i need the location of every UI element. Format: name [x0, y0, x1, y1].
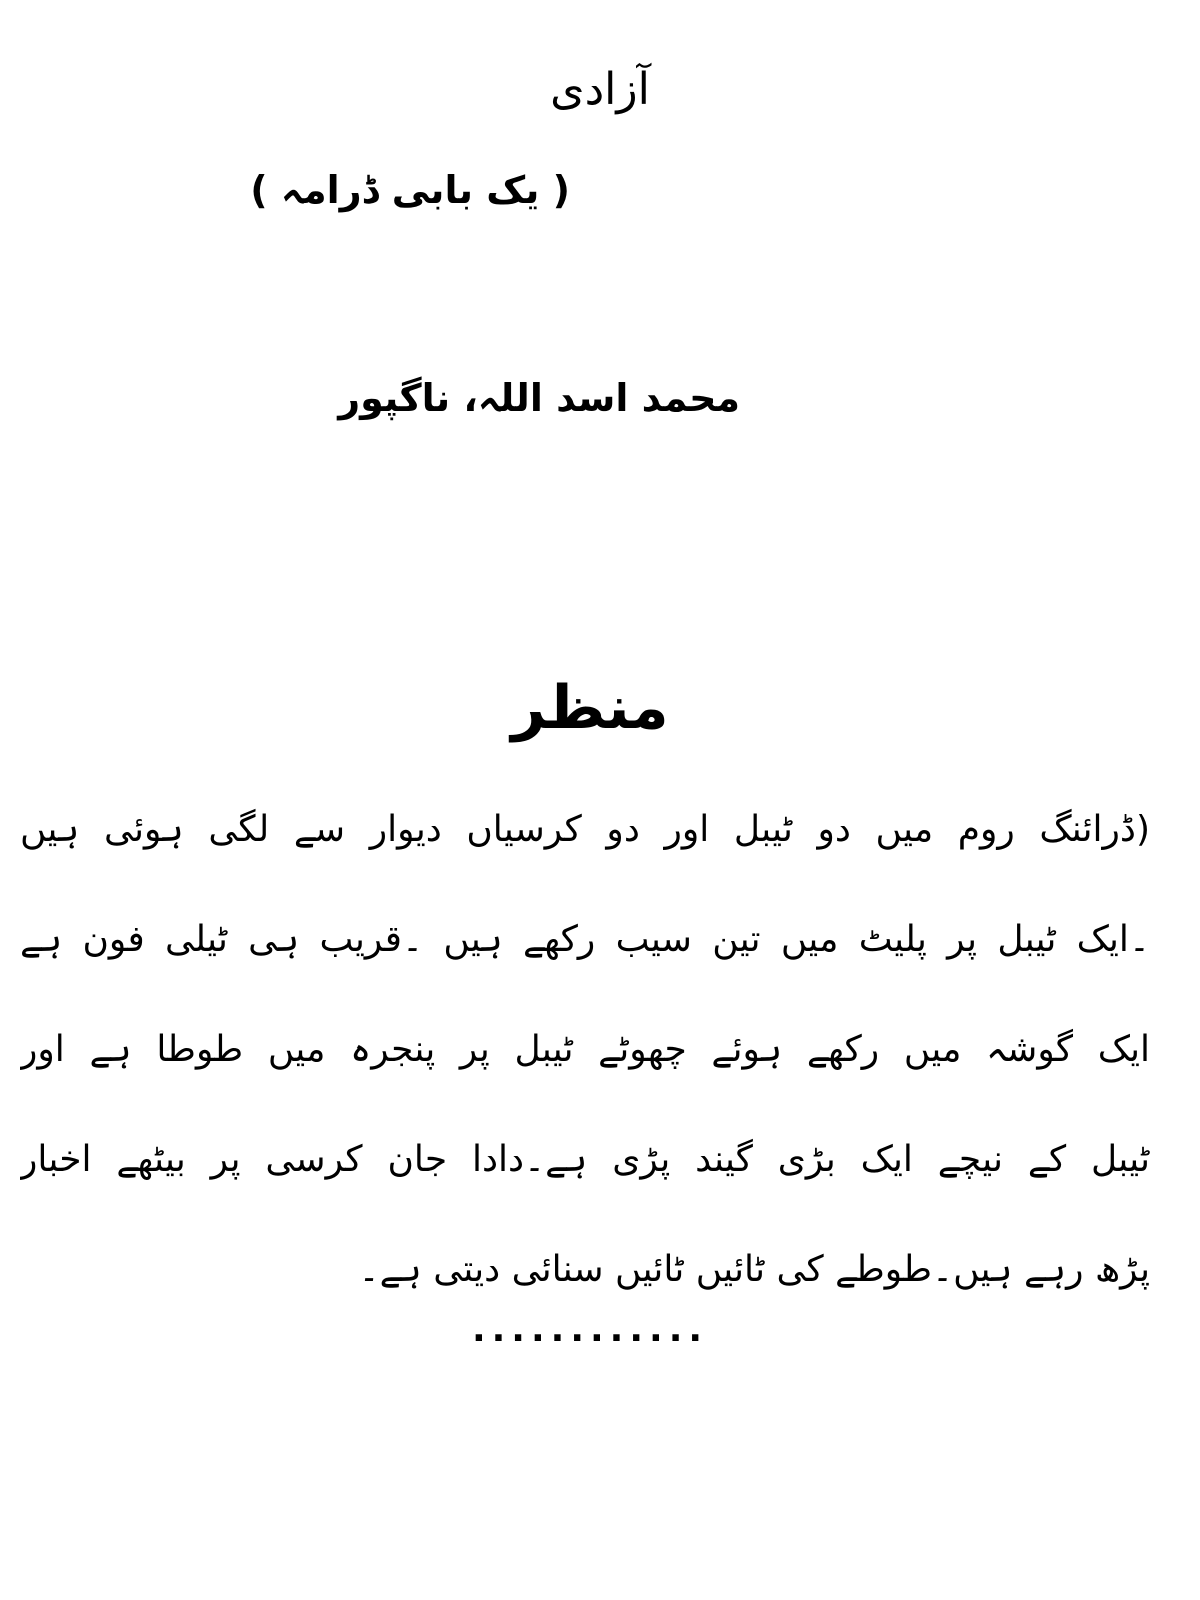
scene-heading: منظر: [511, 673, 669, 743]
author-name: محمد اسد اللہ، ناگپور: [338, 376, 740, 420]
scene-line: ٹیبل کے نیچے ایک بڑی گیند پڑی ہے۔دادا جان کرسی پر بیٹھے اخبار: [20, 1139, 1150, 1180]
scene-line: (ڈرائنگ روم میں دو ٹیبل اور دو کرسیاں دیوار سے لگی ہوئی ہیں: [20, 809, 1150, 850]
scene-line: پڑھ رہے ہیں۔طوطے کی ٹائیں ٹائیں سنائی دیتی ہے۔: [358, 1249, 1150, 1290]
section-separator: ............: [471, 1309, 709, 1350]
scene-line: ایک گوشہ میں رکھے ہوئے چھوٹے ٹیبل پر پنجرہ میں طوطا ہے اور: [20, 1029, 1150, 1070]
drama-subtitle: ( یک بابی ڈرامہ ): [250, 168, 570, 212]
scene-description: [20, 775, 1150, 1325]
drama-title: آزادی: [550, 64, 650, 115]
scene-line: ۔ایک ٹیبل پر پلیٹ میں تین سیب رکھے ہیں ۔قریب ہی ٹیلی فون ہے: [20, 919, 1150, 960]
